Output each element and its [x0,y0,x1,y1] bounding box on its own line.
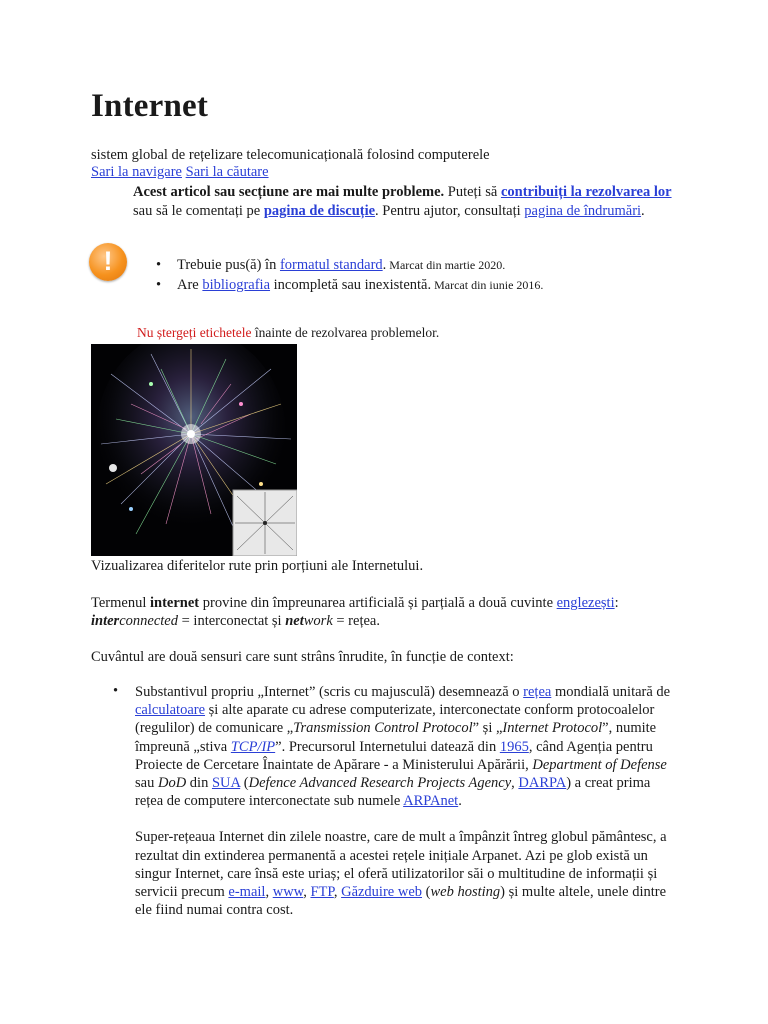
arpanet-link[interactable]: ARPAnet [403,793,459,810]
issue-item: • Trebuie pus(ă) în formatul standard. Marcat din martie 2020. [140,255,543,275]
article-subtitle: sistem global de rețelizare telecomunicațională folosind computerele [91,147,490,163]
paragraph-etymology: Termenul internet provine din împreunarea artificială și parțială a două cuvinte englezești: interconnected = interconectat și network = rețea. [91,595,619,629]
maintenance-notice: Acest articol sau secțiune are mai multe probleme. Puteți să contribuiți la rezolvarea lor sau să le comentați pe pagina de discuție. Pentru ajutor, consultați pagina de îndrumări. [133,184,672,219]
list-item-paragraph: Super-rețeaua Internet din zilele noastre, care de mult a împânzit întreg globul pământesc, a rezultat din extinderea permanentă a acestei rețele inițiale Arpanet. Azi pe glob există un singur Internet, care însă este uriaș; el oferă utilizatorilor săi o multitudine de informații și servicii precum e-mail, www, FTP, Găzduire web (web hosting) și multe altele, unele dintre ele fiind numai contra cost. [135,829,667,919]
image-caption: Vizualizarea diferitelor rute prin porțiuni ale Internetului. [91,558,424,574]
network-link[interactable]: rețea [523,684,552,700]
page-title: Internet [91,88,209,124]
www-link[interactable]: www [272,884,304,901]
exclamation-icon: ! [89,243,127,281]
list-item-paragraph: Substantivul propriu „Internet” (scris cu majusculă) desemnează o rețea mondială unitară de calculatoare și alte aparate cu adrese computerizate, interconectate conform protocoalelor (regulilor) de comunicare „Transmission Control Protocol” și „Internet Protocol”, numite împreună „stiva TCP/IP”. Precursorul Internetului datează din 1965, când Agenția pentru Proiecte de Cercetare Înaintate de Apărare - a Ministerului Apărării, Department of Defense sau DoD din SUA (Defence Advanced Research Projects Agency, DARPA) a creat prima rețea de computere interconectate sub numele ARPAnet. [135,684,671,810]
guidance-page-link[interactable]: pagina de îndrumări [524,203,642,219]
skip-to-navigation-link[interactable]: Sari la navigare [91,164,182,180]
skip-to-search-link[interactable]: Sari la căutare [185,164,269,180]
contribute-link[interactable]: contribuiți la rezolvarea lor [500,184,672,200]
bibliography-link[interactable]: bibliografia [202,277,271,293]
issue-date: Marcat din martie 2020. [386,258,506,272]
dont-delete-warning: Nu ștergeți etichetele [137,325,252,340]
skip-links [91,164,269,181]
notice-heading: Acest articol sau secțiune are mai multe probleme. [133,184,445,200]
list-bullet: • [113,683,119,699]
standard-format-link[interactable]: formatul standard [279,257,383,273]
tcpip-link[interactable]: TCP/IP [230,738,276,755]
computers-link[interactable]: calculatoare [135,702,206,719]
usa-link[interactable]: SUA [211,775,241,792]
issue-item: • Are bibliografia incompletă sau inexistentă. Marcat din iunie 2016. [140,275,543,295]
darpa-link[interactable]: DARPA [518,775,567,792]
issue-list [140,255,543,295]
year-1965-link[interactable]: 1965 [499,738,529,755]
issue-date: Marcat din iunie 2016. [431,278,544,292]
email-link[interactable]: e-mail [228,884,266,901]
web-hosting-link[interactable]: Găzduire web [341,884,423,901]
dont-delete-note: Nu ștergeți etichetele înainte de rezolvarea problemelor. [137,325,440,340]
ftp-link[interactable]: FTP [310,884,334,901]
talk-page-link[interactable]: pagina de discuție [263,203,376,219]
list-item [135,683,680,919]
paragraph-meanings: Cuvântul are două sensuri care sunt strâns înrudite, în funcție de context: [91,649,514,665]
english-link[interactable]: englezești [556,595,615,611]
internet-map-image [91,344,297,556]
